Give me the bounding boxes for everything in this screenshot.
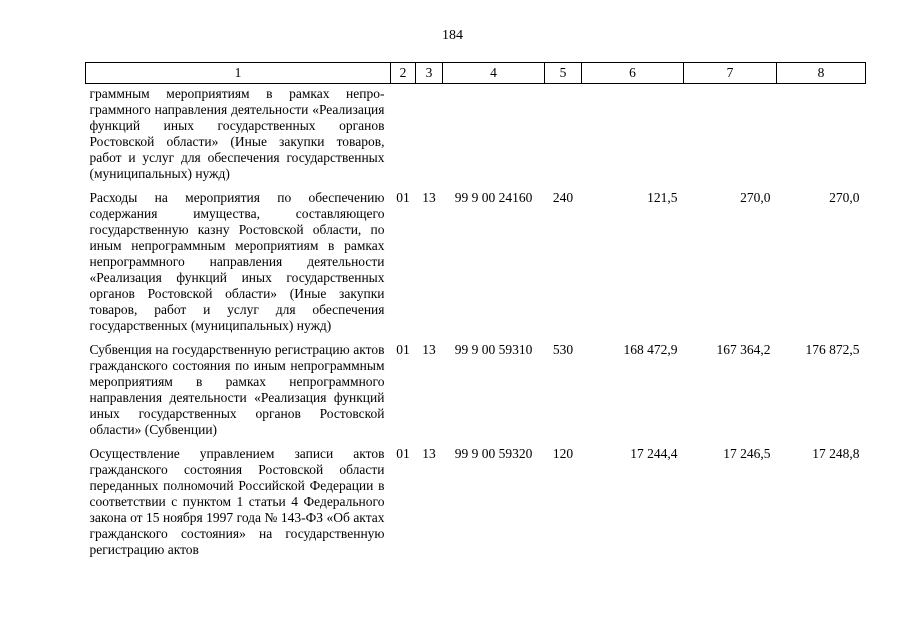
table-row — [86, 190, 866, 342]
amount-col-6: 168 472,9 — [623, 342, 678, 357]
amount-col-8 — [777, 84, 866, 191]
subsection-code: 13 — [422, 190, 436, 205]
amount-col-6 — [582, 84, 684, 191]
target-article-code — [443, 84, 545, 191]
subsection-code — [416, 84, 443, 191]
target-article-code: 99 9 00 59320 — [454, 446, 533, 461]
expense-type-code: 240 — [552, 190, 574, 205]
amount-col-8: 270,0 — [829, 190, 860, 205]
section-code: 01 — [396, 446, 410, 461]
amount-col-7 — [684, 84, 777, 191]
table-row — [86, 84, 866, 191]
expense-type-code — [545, 84, 582, 191]
expense-type-code: 530 — [552, 342, 574, 357]
budget-table — [85, 62, 866, 566]
table-row — [86, 446, 866, 566]
section-code: 01 — [396, 190, 410, 205]
amount-col-8: 17 248,8 — [812, 446, 860, 461]
table-row — [86, 342, 866, 446]
row-description: Осуществление управлением записи актов гражданского состояния Ростовской области переданных полномочий Российской Федерации в соответствии с пунктом 1 статьи 4 Федерального закона от 15 ноября 1997 года № 143-ФЗ «Об актах гражданского состояния» на государственную регистрацию актов — [89, 446, 385, 557]
column-header-4: 4 — [443, 63, 545, 84]
amount-col-6: 17 244,4 — [630, 446, 678, 461]
header-row — [86, 63, 866, 84]
section-code — [391, 84, 416, 191]
subsection-code: 13 — [422, 342, 436, 357]
target-article-code: 99 9 00 59310 — [454, 342, 533, 357]
column-header-6: 6 — [582, 63, 684, 84]
row-description: граммным мероприятиям в рамках непро-граммного направления деятельности «Реализация функций иных государственных органов Ростовской области» (Иные закупки товаров, работ и услуг для обеспечения государственных (муниципальных) нужд) — [89, 86, 385, 181]
subsection-code: 13 — [422, 446, 436, 461]
page-number: 184 — [442, 28, 463, 43]
column-header-7: 7 — [684, 63, 777, 84]
column-header-2: 2 — [391, 63, 416, 84]
amount-col-8: 176 872,5 — [805, 342, 860, 357]
target-article-code: 99 9 00 24160 — [454, 190, 533, 205]
column-header-3: 3 — [416, 63, 443, 84]
row-description: Субвенция на государственную регистрацию актов гражданского состояния по иным непрограммным мероприятиям в рамках непрограммного направления деятельности «Реализация функций иных государственных органов Ростовской области» (Субвенции) — [89, 342, 385, 437]
amount-col-7: 17 246,5 — [723, 446, 771, 461]
section-code: 01 — [396, 342, 410, 357]
column-header-5: 5 — [545, 63, 582, 84]
amount-col-7: 270,0 — [740, 190, 771, 205]
expense-type-code: 120 — [552, 446, 574, 461]
amount-col-7: 167 364,2 — [716, 342, 771, 357]
column-header-1: 1 — [86, 63, 391, 84]
column-header-8: 8 — [777, 63, 866, 84]
amount-col-6: 121,5 — [647, 190, 678, 205]
row-description: Расходы на мероприятия по обеспечению содержания имущества, составляющего государственную казну Ростовской области, по иным непрограммным мероприятиям в рамках непрограммного направления деятельности «Реализация функций иных государственных органов Ростовской области» (Иные закупки товаров, работ и услуг для обеспечения государственных (муниципальных) нужд) — [89, 190, 385, 333]
